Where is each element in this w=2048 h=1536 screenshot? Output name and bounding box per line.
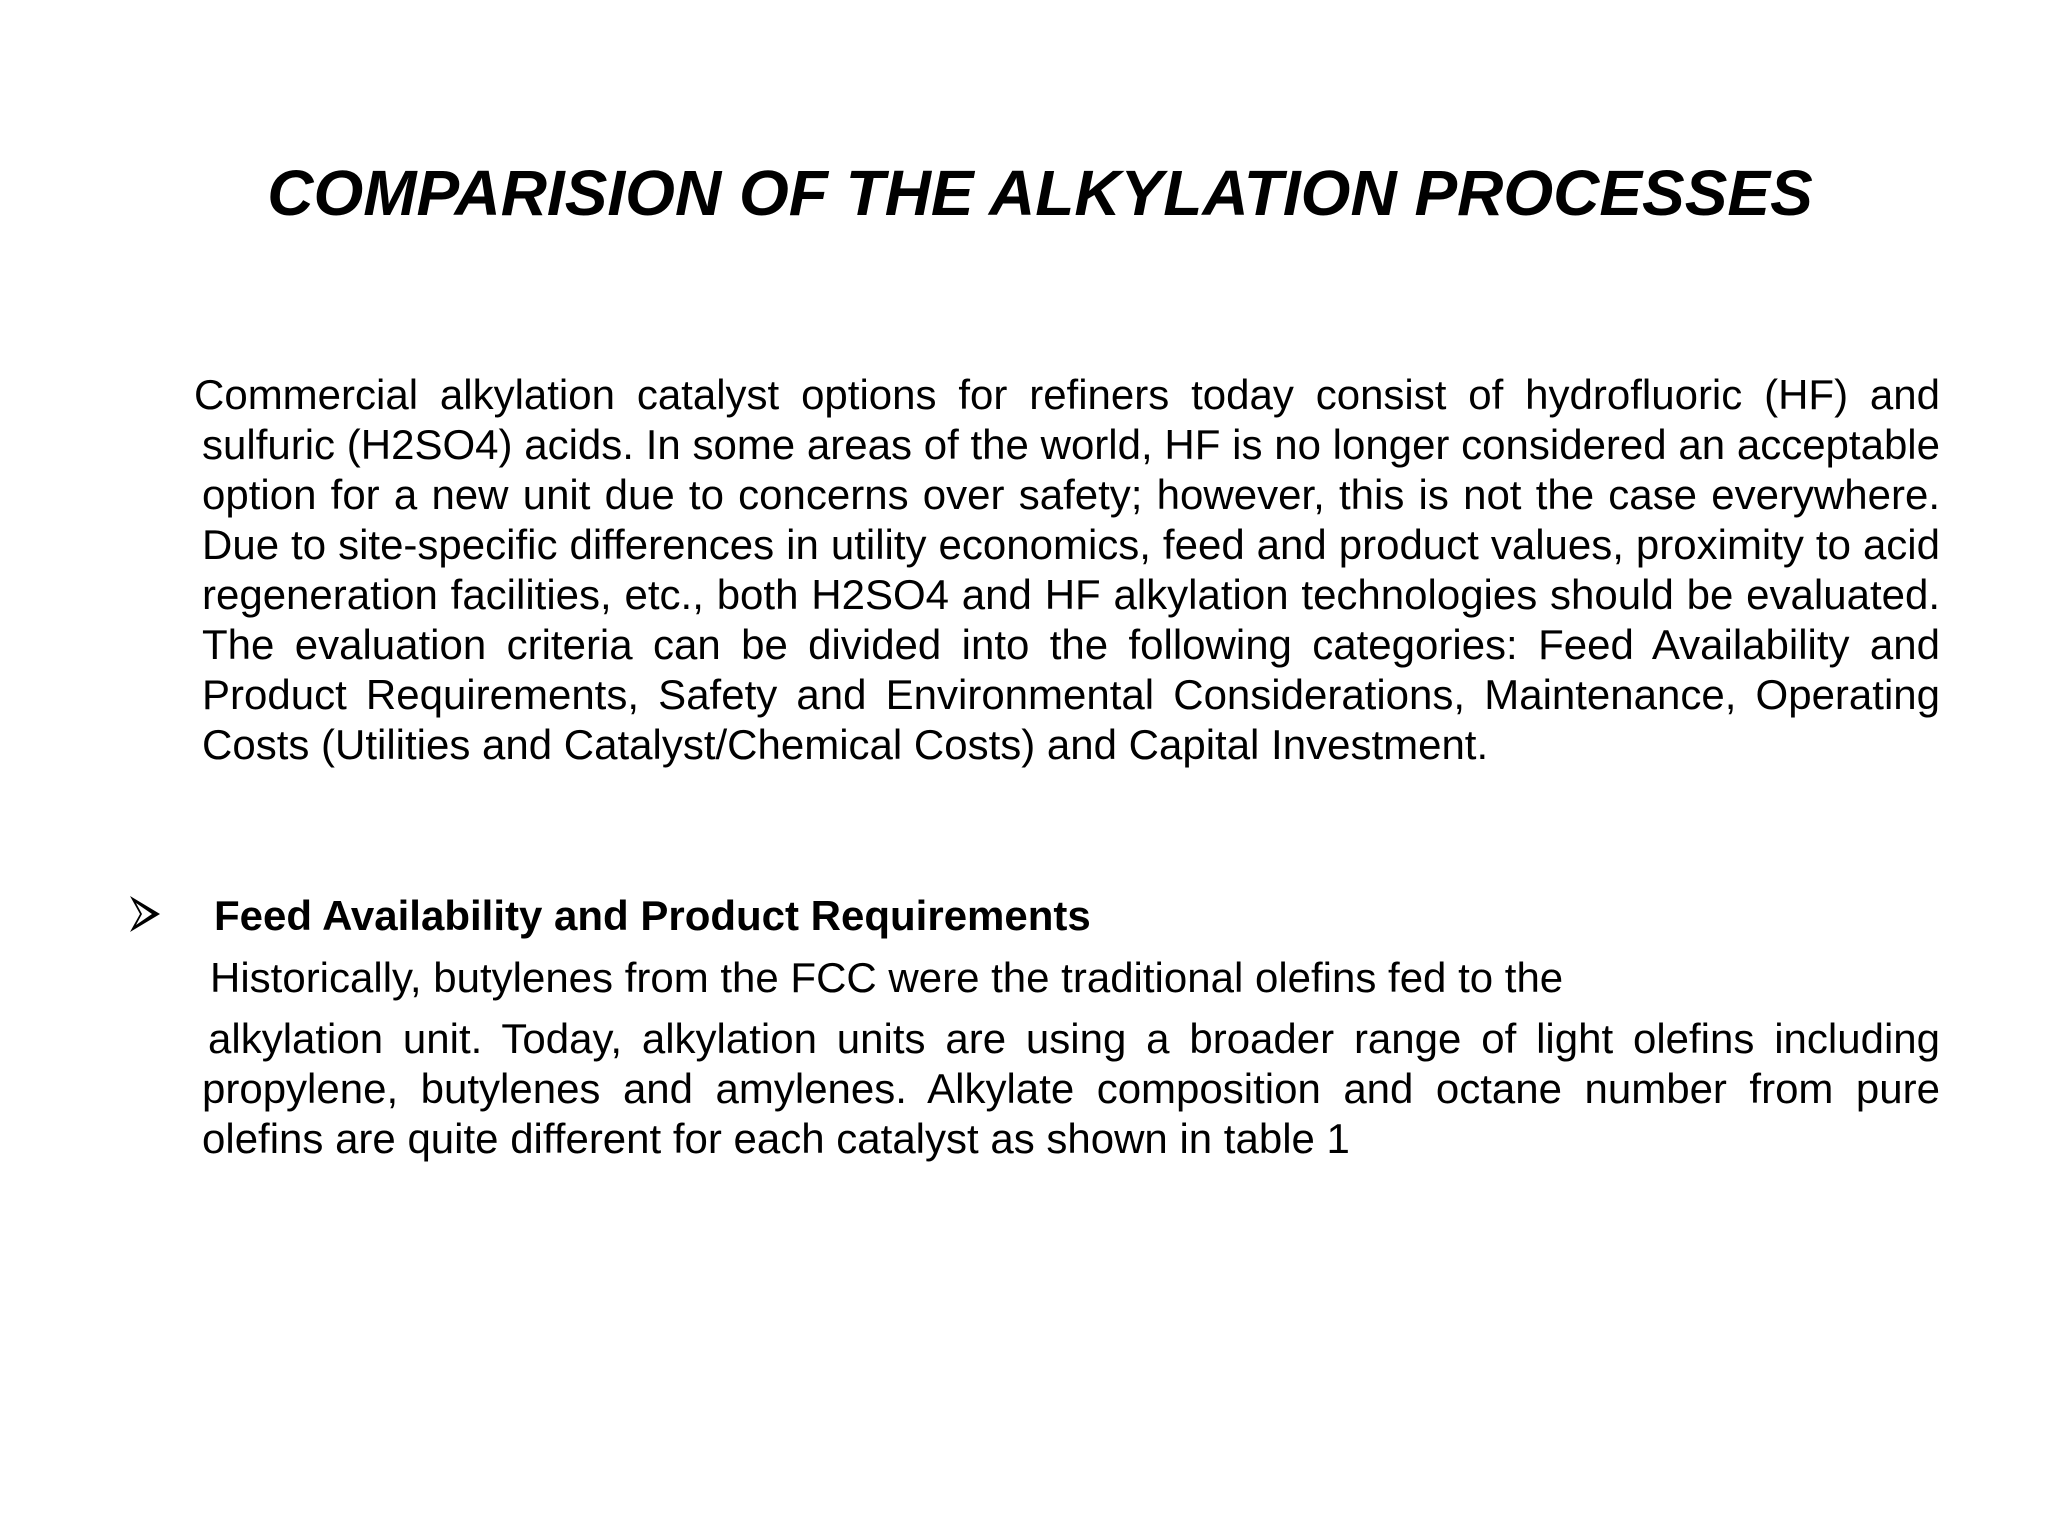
bullet-first-line: Historically, butylenes from the FCC were the traditional olefins fed to the — [210, 954, 1564, 1001]
intro-paragraph: Commercial alkylation catalyst options for refiners today consist of hydrofluoric (HF) and sulfuric (H2SO4) acids. In some areas of the world, HF is no longer considered an acceptable option for a new unit due to concerns over safety; however, this is not the case everywhere. Due to site-specific differences in utility economics, feed and product values, proximity to acid regeneration facilities, etc., both H2SO4 and HF alkylation technologies should be evaluated. The evaluation criteria can be divided into the following categories: Feed Availability and Product Requirements, Safety and Environmental Considerations, Maintenance, Operating Costs (Utilities and Catalyst/Chemical Costs) and Capital Investment. — [194, 371, 1940, 768]
arrow-bullet-icon — [128, 894, 162, 934]
bullet-item — [128, 888, 1940, 948]
bullet-paragraph: alkylation unit. Today, alkylation units are using a broader range of light olefins including propylene, butylenes and amylenes. Alkylate composition and octane number from pure olefins are quite different for each catalyst as shown in table 1 — [202, 1015, 1940, 1162]
slide-title: COMPARISION OF THE ALKYLATION PROCESSES — [267, 157, 1813, 229]
bullet-heading: Feed Availability and Product Requirements — [214, 892, 1091, 939]
